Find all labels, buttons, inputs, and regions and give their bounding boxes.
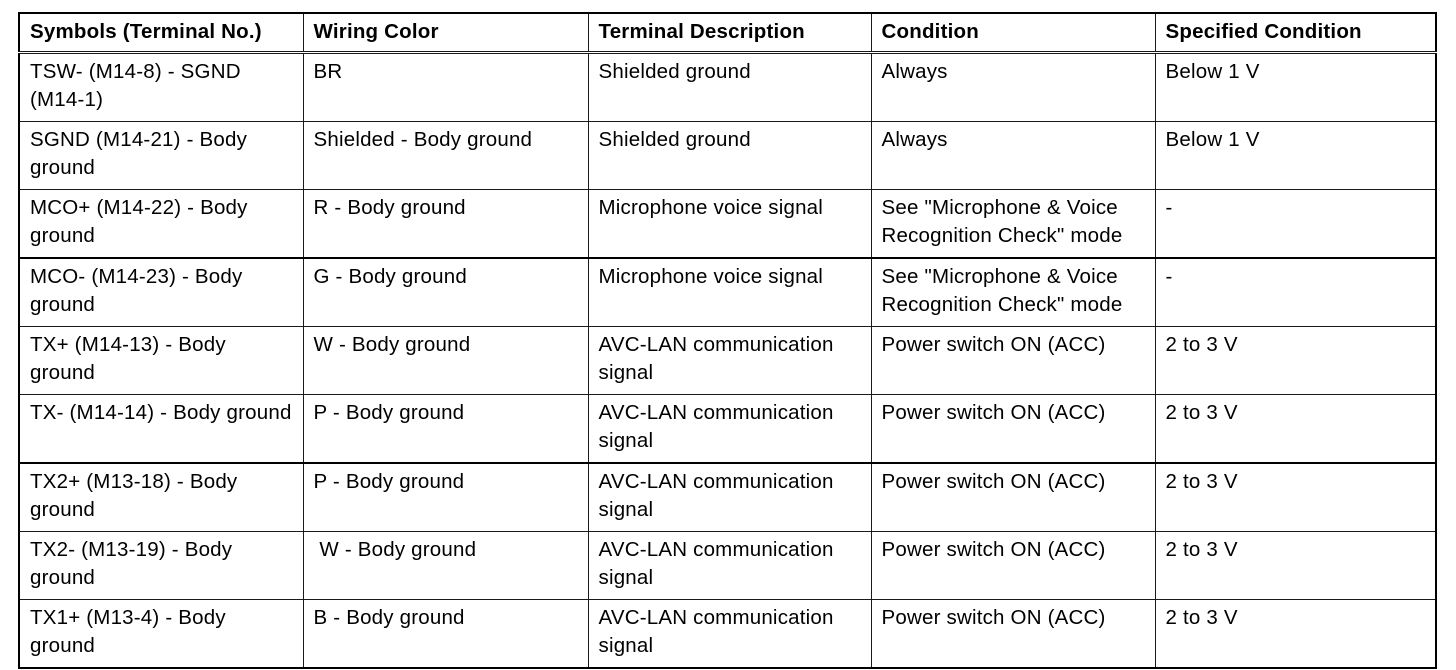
header-specified-condition: Specified Condition (1155, 13, 1436, 53)
table-row (19, 600, 1436, 669)
cell-condition: See "Microphone & Voice Recognition Check" mode (871, 190, 1155, 259)
cell-condition: See "Microphone & Voice Recognition Check" mode (871, 258, 1155, 327)
cell-symbols: TX- (M14-14) - Body ground (19, 395, 303, 464)
cell-symbols: TX2- (M13-19) - Body ground (19, 532, 303, 600)
cell-specified-condition: - (1155, 190, 1436, 259)
cell-condition: Power switch ON (ACC) (871, 463, 1155, 532)
cell-specified-condition: 2 to 3 V (1155, 532, 1436, 600)
cell-symbols: MCO+ (M14-22) - Body ground (19, 190, 303, 259)
cell-symbols: TSW- (M14-8) - SGND (M14-1) (19, 53, 303, 122)
cell-condition: Power switch ON (ACC) (871, 600, 1155, 669)
cell-wiring-color: BR (303, 53, 588, 122)
cell-specified-condition: - (1155, 258, 1436, 327)
cell-specified-condition: 2 to 3 V (1155, 395, 1436, 464)
cell-terminal-description: Shielded ground (588, 53, 871, 122)
cell-specified-condition: 2 to 3 V (1155, 600, 1436, 669)
cell-terminal-description: AVC-LAN communication signal (588, 395, 871, 464)
cell-wiring-color: Shielded - Body ground (303, 122, 588, 190)
header-terminal-description: Terminal Description (588, 13, 871, 53)
cell-specified-condition: Below 1 V (1155, 53, 1436, 122)
cell-wiring-color: B - Body ground (303, 600, 588, 669)
table-row (19, 327, 1436, 395)
terminal-spec-table-container (18, 12, 1435, 669)
header-row (19, 13, 1436, 53)
table-row (19, 190, 1436, 259)
cell-wiring-color: R - Body ground (303, 190, 588, 259)
cell-wiring-color: G - Body ground (303, 258, 588, 327)
cell-wiring-color: W - Body ground (303, 532, 588, 600)
cell-terminal-description: AVC-LAN communication signal (588, 327, 871, 395)
table-row (19, 53, 1436, 122)
header-wiring-color: Wiring Color (303, 13, 588, 53)
cell-symbols: TX1+ (M13-4) - Body ground (19, 600, 303, 669)
cell-wiring-color: W - Body ground (303, 327, 588, 395)
cell-symbols: TX2+ (M13-18) - Body ground (19, 463, 303, 532)
table-row (19, 395, 1436, 464)
cell-wiring-color: P - Body ground (303, 395, 588, 464)
cell-terminal-description: AVC-LAN communication signal (588, 600, 871, 669)
cell-terminal-description: Microphone voice signal (588, 190, 871, 259)
cell-condition: Power switch ON (ACC) (871, 395, 1155, 464)
cell-symbols: MCO- (M14-23) - Body ground (19, 258, 303, 327)
cell-condition: Always (871, 53, 1155, 122)
cell-wiring-color: P - Body ground (303, 463, 588, 532)
table-row (19, 122, 1436, 190)
cell-specified-condition: 2 to 3 V (1155, 327, 1436, 395)
header-condition: Condition (871, 13, 1155, 53)
cell-symbols: SGND (M14-21) - Body ground (19, 122, 303, 190)
cell-terminal-description: AVC-LAN communication signal (588, 463, 871, 532)
table-row (19, 532, 1436, 600)
cell-terminal-description: Shielded ground (588, 122, 871, 190)
cell-terminal-description: AVC-LAN communication signal (588, 532, 871, 600)
cell-terminal-description: Microphone voice signal (588, 258, 871, 327)
table-row (19, 258, 1436, 327)
cell-specified-condition: Below 1 V (1155, 122, 1436, 190)
cell-condition: Power switch ON (ACC) (871, 327, 1155, 395)
cell-specified-condition: 2 to 3 V (1155, 463, 1436, 532)
header-symbols: Symbols (Terminal No.) (19, 13, 303, 53)
terminal-spec-table (18, 12, 1437, 669)
cell-symbols: TX+ (M14-13) - Body ground (19, 327, 303, 395)
cell-condition: Power switch ON (ACC) (871, 532, 1155, 600)
cell-condition: Always (871, 122, 1155, 190)
table-row (19, 463, 1436, 532)
